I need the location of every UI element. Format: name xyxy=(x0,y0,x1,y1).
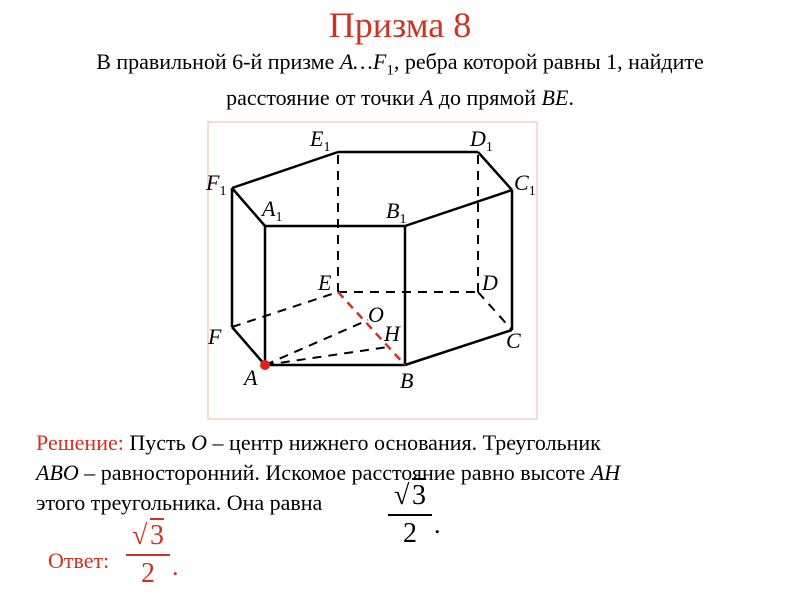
fraction-numerator xyxy=(126,520,170,552)
label-E1: $E_1$ xyxy=(310,126,331,155)
math-line-be: BE xyxy=(541,85,569,111)
fraction-denominator: 2 xyxy=(403,518,417,549)
solution-text-part: этого треугольника. Она равна xyxy=(36,490,323,515)
slide-title: Призма 8 xyxy=(328,5,472,45)
label-A: A xyxy=(244,365,258,390)
label-H: H xyxy=(384,321,400,346)
label-E: E xyxy=(318,270,332,295)
math-AH: AH xyxy=(590,460,621,485)
label-A1: $A_1$ xyxy=(262,196,283,225)
math-point-a: A xyxy=(419,85,434,111)
edge-FA xyxy=(232,327,265,365)
radicand: 3 xyxy=(412,480,426,511)
solution-text-part: – центр нижнего основания. Треугольник xyxy=(207,430,601,455)
problem-text: расстояние от точки xyxy=(226,85,420,111)
point-A-marker xyxy=(260,360,270,370)
answer-label: Ответ: xyxy=(48,548,110,573)
math-subscript: 1 xyxy=(386,62,394,79)
label-F: F xyxy=(208,324,222,349)
label-D: D xyxy=(482,270,498,295)
fraction-bar xyxy=(388,514,432,516)
label-F1: $F_1$ xyxy=(206,170,227,199)
answer-fraction xyxy=(126,520,170,590)
radical-icon: √ xyxy=(394,480,410,511)
radical-icon: √ xyxy=(132,520,148,551)
edge-B1C1 xyxy=(405,190,512,226)
edge-BC xyxy=(405,330,512,365)
label-B1: $B_1$ xyxy=(386,198,407,227)
edge-DC xyxy=(478,292,512,330)
math-ABO: ABO xyxy=(36,460,79,485)
fraction-denominator: 2 xyxy=(141,558,155,589)
problem-text: , ребра которой равны 1, найдите xyxy=(393,49,704,74)
problem-text: до прямой xyxy=(433,85,542,111)
label-B: B xyxy=(400,368,414,393)
radicand: 3 xyxy=(150,520,164,551)
solution-period: . xyxy=(434,510,441,539)
fraction-numerator xyxy=(388,480,432,512)
sqrt-symbol xyxy=(132,520,164,552)
edge-E1F1 xyxy=(232,152,338,188)
problem-text: . xyxy=(568,85,574,111)
label-C: C xyxy=(506,328,521,353)
solution-text-part: Пусть xyxy=(123,430,192,455)
edge-C1D1 xyxy=(478,152,512,190)
edge-FE xyxy=(232,292,338,327)
solution-fraction xyxy=(388,480,432,550)
problem-text: В правильной 6-й призме xyxy=(96,49,340,74)
label-O: O xyxy=(368,302,384,327)
fraction-bar xyxy=(126,554,170,556)
label-D1: $D_1$ xyxy=(470,126,493,155)
answer-period: . xyxy=(172,552,179,581)
label-C1: $C_1$ xyxy=(514,170,536,199)
math-O: O xyxy=(191,430,208,455)
math-prism-name: A…F xyxy=(339,49,387,74)
sqrt-symbol xyxy=(394,480,426,512)
solution-text-part: – равносторонний. Искомое расстояние равно высоте xyxy=(78,460,591,485)
solution-label: Решение: xyxy=(36,430,124,455)
edge-F1A1 xyxy=(232,188,265,226)
